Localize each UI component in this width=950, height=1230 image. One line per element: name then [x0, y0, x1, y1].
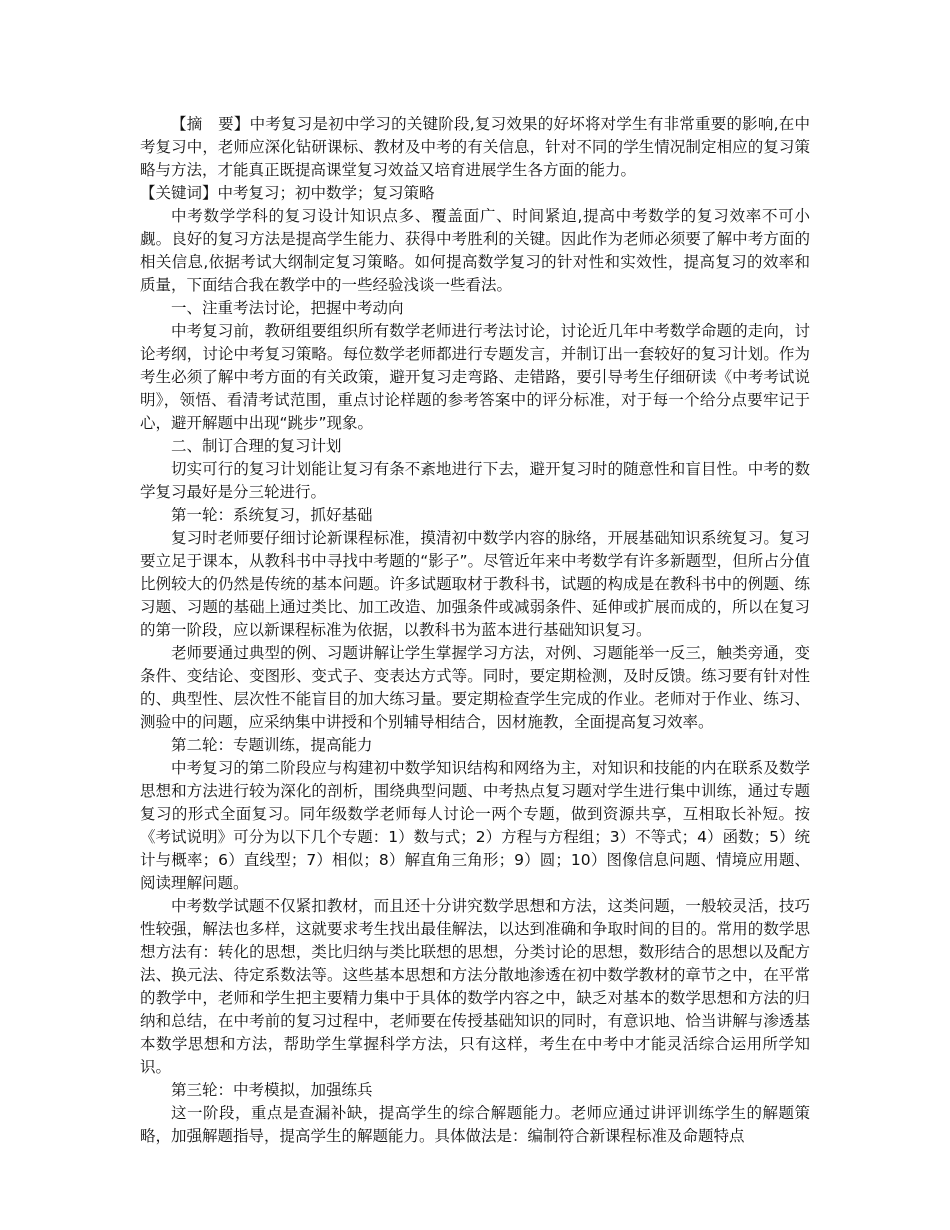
section-heading-2: 二、制订合理的复习计划: [171, 437, 342, 455]
abstract-paragraph: 【摘 要】中考复习是初中学习的关键阶段,复习效果的好坏将对学生有非常重要的影响,在中考复习中，老师应深化钻研课标、教材及中考的有关信息，针对不同的学生情况制定相应的复习策略与方法，才能真正既提高课堂复习效益又培育进展学生各方面的能力。: [140, 115, 810, 179]
body-paragraph: 切实可行的复习计划能让复习有条不紊地进行下去，避开复习时的随意性和盲目性。中考的数学复习最好是分三轮进行。: [140, 460, 810, 501]
intro-paragraph: 中考数学学科的复习设计知识点多、覆盖面广、时间紧迫,提高中考数学的复习效率不可小觑。良好的复习方法是提高学生能力、获得中考胜利的关键。因此作为老师必须要了解中考方面的相关信息,依据考试大纲制定复习策略。如何提高数学复习的针对性和实效性，提高复习的效率和质量，下面结合我在教学中的一些经验浅谈一些看法。: [140, 207, 810, 294]
keywords-line: 【关键词】中考复习；初中数学；复习策略: [140, 184, 435, 202]
subsection-heading-round-2: 第二轮：专题训练，提高能力: [171, 736, 373, 754]
section-heading-1: 一、注重考法讨论，把握中考动向: [171, 299, 404, 317]
body-paragraph: 中考复习的第二阶段应与构建初中数学知识结构和网络为主，对知识和技能的内在联系及数学思想和方法进行较为深化的剖析，围绕典型问题、中考热点复习题对学生进行集中训练，通过专题复习的形式全面复习。同年级数学老师每人讨论一两个专题，做到资源共享，互相取长补短。按《考试说明》可分为以下几个专题：1）数与式；2）方程与方程组；3）不等式；4）函数；5）统计与概率；6）直线型；7）相似；8）解直角三角形；9）圆；10）图像信息问题、情境应用题、阅读理解问题。: [140, 759, 810, 892]
subsection-heading-round-3: 第三轮：中考模拟，加强练兵: [171, 1081, 373, 1099]
subsection-heading-round-1: 第一轮：系统复习，抓好基础: [171, 506, 373, 524]
body-paragraph: 这一阶段，重点是查漏补缺，提高学生的综合解题能力。老师应通过讲评训练学生的解题策略，加强解题指导，提高学生的解题能力。具体做法是：编制符合新课程标准及命题特点: [140, 1104, 810, 1145]
body-paragraph: 复习时老师要仔细讨论新课程标准，摸清初中数学内容的脉络，开展基础知识系统复习。复习要立足于课本，从教科书中寻找中考题的“影子”。尽管近年来中考数学有许多新题型，但所占分值比例较大的仍然是传统的基本问题。许多试题取材于教科书，试题的构成是在教科书中的例题、练习题、习题的基础上通过类比、加工改造、加强条件或减弱条件、延伸或扩展而成的，所以在复习的第一阶段，应以新课程标准为依据，以教科书为蓝本进行基础知识复习。: [140, 529, 810, 639]
body-paragraph: 老师要通过典型的例、习题讲解让学生掌握学习方法，对例、习题能举一反三，触类旁通，变条件、变结论、变图形、变式子、变表达方式等。同时，要定期检测，及时反馈。练习要有针对性的、典型性、层次性不能盲目的加大练习量。要定期检查学生完成的作业。老师对于作业、练习、测验中的问题，应采纳集中讲授和个别辅导相结合，因材施教，全面提高复习效率。: [140, 644, 810, 731]
body-paragraph: 中考数学试题不仅紧扣教材，而且还十分讲究数学思想和方法，这类问题，一般较灵活，技巧性较强，解法也多样，这就要求考生找出最佳解法，以达到准确和争取时间的目的。常用的数学思想方法有：转化的思想，类比归纳与类比联想的思想，分类讨论的思想，数形结合的思想以及配方法、换元法、待定系数法等。这些基本思想和方法分散地渗透在初中数学教材的章节之中，在平常的教学中，老师和学生把主要精力集中于具体的数学内容之中，缺乏对基本的数学思想和方法的归纳和总结，在中考前的复习过程中，老师要在传授基础知识的同时，有意识地、恰当讲解与渗透基本数学思想和方法，帮助学生掌握科学方法，只有这样，考生在中考中才能灵活综合运用所学知识。: [140, 897, 810, 1076]
body-paragraph: 中考复习前，教研组要组织所有数学老师进行考法讨论，讨论近几年中考数学命题的走向，讨论考纲，讨论中考复习策略。每位数学老师都进行专题发言，并制订出一套较好的复习计划。作为考生必须了解中考方面的有关政策，避开复习走弯路、走错路，要引导考生仔细研读《中考考试说明》，领悟、看清考试范围，重点讨论样题的参考答案中的评分标准，对于每一个给分点要牢记于心，避开解题中出现“跳步”现象。: [140, 322, 810, 432]
